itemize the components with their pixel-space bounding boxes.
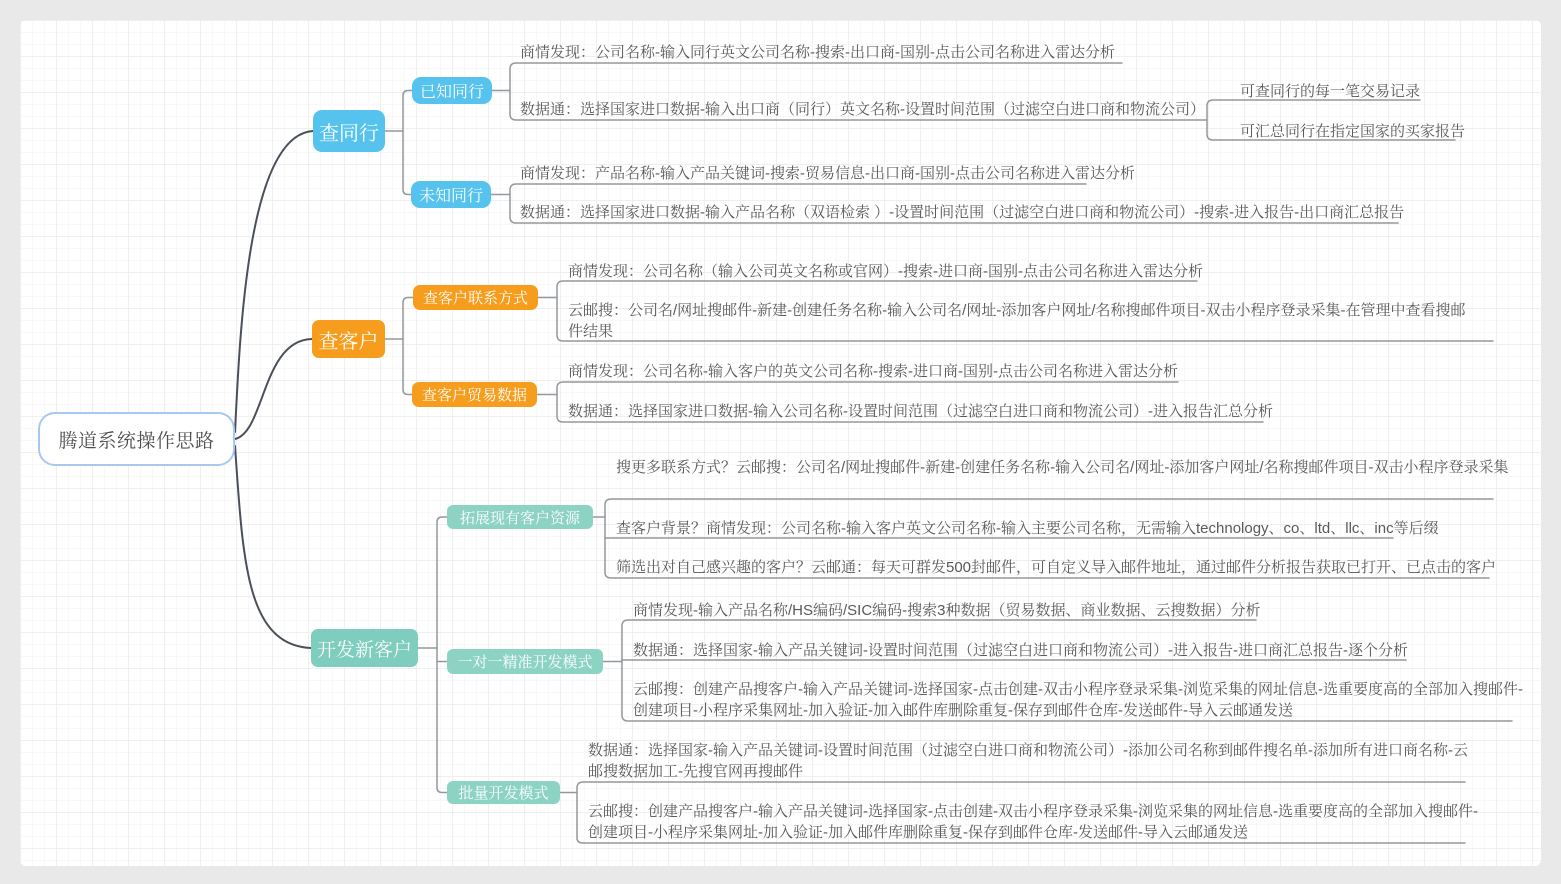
node-customer-tradedata[interactable] bbox=[412, 382, 537, 407]
node-known-peer-label: 已知同行 bbox=[419, 84, 484, 101]
root-node-label: 腾道系统操作思路 bbox=[58, 430, 215, 452]
leaf-knownpeer-2[interactable]: 数据通：选择国家进口数据-输入出口商（同行）英文名称-设置时间范围（过滤空白进口商和物流公司） bbox=[520, 101, 1205, 118]
node-unknown-peer[interactable] bbox=[411, 181, 491, 208]
branch-peers[interactable] bbox=[313, 110, 385, 152]
leaf-tradedata-1[interactable]: 商情发现：公司名称-输入客户的英文公司名称-搜索-进口商-国别-点击公司名称进入雷达分析 bbox=[568, 363, 1178, 380]
node-expand-existing[interactable] bbox=[447, 505, 593, 529]
node-expand-existing-label: 拓展现有客户资源 bbox=[459, 509, 580, 527]
leaf-batch-2[interactable]: 云邮搜：创建产品搜客户-输入产品关键词-选择国家-点击创建-双击小程序登录采集-浏览采集的网址信息-选重要度高的全部加入搜邮件-创建项目-小程序采集网址-加入验证-加入邮件库删除重复-保存到邮件仓库-发送邮件-导入云邮通发送 bbox=[588, 803, 1478, 841]
leaf-knownpeer-2-sub2[interactable]: 可汇总同行在指定国家的买家报告 bbox=[1240, 123, 1466, 140]
leaf-unknownpeer-2[interactable]: 数据通：选择国家进口数据-输入产品名称（双语检索 ）-设置时间范围（过滤空白进口商和物流公司）-搜索-进入报告-出口商汇总报告 bbox=[520, 204, 1405, 221]
leaf-contact-2[interactable]: 云邮搜：公司名/网址搜邮件-新建-创建任务名称-输入公司名/网址-添加客户网址/名称搜邮件项目-双击小程序登录采集-在管理中查看搜邮件结果 bbox=[568, 302, 1466, 340]
branch-customers[interactable] bbox=[312, 320, 385, 358]
node-batch-mode-label: 批量开发模式 bbox=[458, 785, 549, 802]
leaf-expand-3[interactable]: 筛选出对自己感兴趣的客户？云邮通：每天可群发500封邮件，可自定义导入邮件地址，通过邮件分析报告获取已打开、已点击的客户 bbox=[616, 559, 1497, 576]
node-one-to-one[interactable] bbox=[447, 649, 603, 674]
leaf-onetoone-1[interactable]: 商情发现-输入产品名称/HS编码/SIC编码-搜索3种数据（贸易数据、商业数据、云搜数据）分析 bbox=[633, 602, 1261, 619]
node-customer-contact[interactable] bbox=[413, 285, 538, 310]
branch-new-customers[interactable] bbox=[311, 629, 418, 667]
leaf-onetoone-3[interactable]: 云邮搜：创建产品搜客户-输入产品关键词-选择国家-点击创建-双击小程序登录采集-浏览采集的网址信息-选重要度高的全部加入搜邮件-创建项目-小程序采集网址-加入验证-加入邮件库删除重复-保存到邮件仓库-发送邮件-导入云邮通发送 bbox=[633, 681, 1523, 719]
branch-new-customers-label: 开发新客户 bbox=[316, 639, 412, 661]
node-batch-mode[interactable] bbox=[447, 781, 560, 804]
leaf-contact-1[interactable]: 商情发现：公司名称（输入公司英文名称或官网）-搜索-进口商-国别-点击公司名称进入雷达分析 bbox=[568, 263, 1203, 280]
branch-peers-label: 查同行 bbox=[319, 122, 379, 145]
leaf-expand-2[interactable]: 查客户背景？商情发现：公司名称-输入客户英文公司名称-输入主要公司名称，无需输入technology、co、ltd、llc、inc等后缀 bbox=[616, 520, 1439, 537]
node-unknown-peer-label: 未知同行 bbox=[418, 188, 483, 205]
node-one-to-one-label: 一对一精准开发模式 bbox=[457, 654, 593, 671]
leaf-tradedata-2[interactable]: 数据通：选择国家进口数据-输入公司名称-设置时间范围（过滤空白进口商和物流公司）-进入报告汇总分析 bbox=[568, 403, 1273, 420]
leaf-unknownpeer-1[interactable]: 商情发现：产品名称-输入产品关键词-搜索-贸易信息-出口商-国别-点击公司名称进入雷达分析 bbox=[520, 165, 1135, 182]
root-node[interactable] bbox=[38, 412, 235, 466]
branch-customers-label: 查客户 bbox=[318, 330, 379, 353]
leaf-knownpeer-1[interactable]: 商情发现：公司名称-输入同行英文公司名称-搜索-出口商-国别-点击公司名称进入雷达分析 bbox=[520, 44, 1115, 61]
node-customer-tradedata-label: 查客户贸易数据 bbox=[421, 387, 527, 404]
leaf-expand-1[interactable]: 搜更多联系方式？云邮搜：公司名/网址搜邮件-新建-创建任务名称-输入公司名/网址-添加客户网址/名称搜邮件项目-双击小程序登录采集 bbox=[616, 459, 1509, 476]
node-customer-contact-label: 查客户联系方式 bbox=[422, 290, 528, 307]
leaf-onetoone-2[interactable]: 数据通：选择国家-输入产品关键词-设置时间范围（过滤空白进口商和物流公司）-进入报告-进口商汇总报告-逐个分析 bbox=[633, 642, 1408, 659]
leaf-batch-1[interactable]: 数据通：选择国家-输入产品关键词-设置时间范围（过滤空白进口商和物流公司）-添加公司名称到邮件搜名单-添加所有进口商名称-云邮搜数据加工-先搜官网再搜邮件 bbox=[588, 742, 1468, 780]
node-known-peer[interactable] bbox=[412, 77, 492, 104]
leaf-knownpeer-2-sub1[interactable]: 可查同行的每一笔交易记录 bbox=[1240, 83, 1421, 100]
